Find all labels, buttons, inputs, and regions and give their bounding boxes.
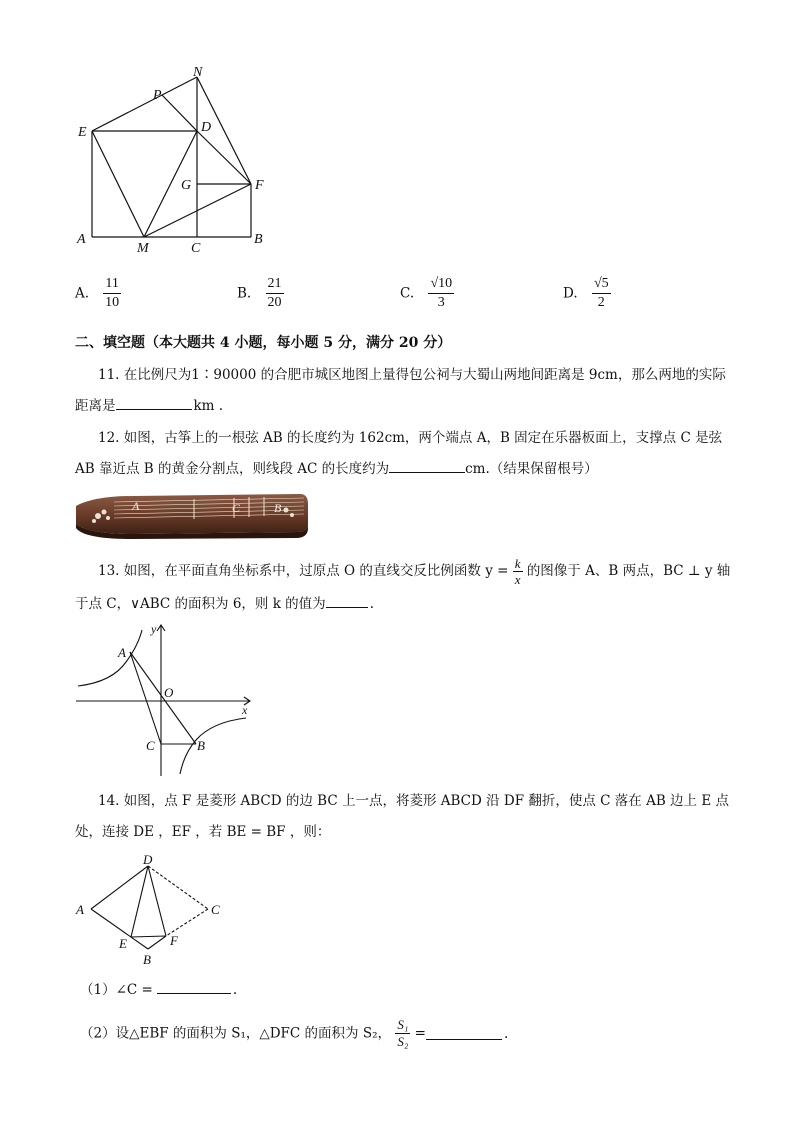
option-a xyxy=(75,275,121,312)
answer-blank-q14-2[interactable] xyxy=(426,1039,502,1040)
fraction-denominator: 2 xyxy=(597,295,605,310)
q14-part1 xyxy=(80,980,237,1000)
label-m: M xyxy=(137,241,149,256)
q14-part2-post: . xyxy=(503,1025,509,1042)
label-c: C xyxy=(191,241,201,256)
label-c: C xyxy=(211,902,220,917)
guzheng-label-c: C xyxy=(232,501,241,515)
option-fraction xyxy=(266,275,284,312)
label-f: F xyxy=(255,178,264,193)
hyperbola-branch-4 xyxy=(180,718,246,774)
guzheng-image xyxy=(74,488,310,540)
q14-part2-eq: = xyxy=(414,1025,426,1042)
fraction-numerator: 11 xyxy=(103,275,120,294)
fraction-denominator: 10 xyxy=(105,295,120,310)
option-d xyxy=(563,275,611,312)
label-c: C xyxy=(146,738,155,753)
q14-part2-fraction xyxy=(395,1017,410,1050)
fraction-numerator: 21 xyxy=(266,275,284,294)
option-b xyxy=(237,275,284,312)
option-c xyxy=(400,275,454,312)
seg-pd xyxy=(162,95,197,131)
option-letter: B. xyxy=(237,285,252,302)
q13-line1-post: 的图像于 A、B 两点，BC ⊥ y 轴 xyxy=(526,563,731,579)
fraction-numerator: k xyxy=(514,556,521,571)
axis-label-y: y xyxy=(151,622,157,636)
figure-q10 xyxy=(70,60,290,260)
guzheng-label-a: A xyxy=(132,499,140,513)
label-b: B xyxy=(143,952,151,967)
label-o: O xyxy=(164,685,174,700)
q14-part2 xyxy=(80,1017,508,1050)
fraction-denominator: S₂ xyxy=(397,1034,409,1049)
q14-part1-pre: （1）∠C = xyxy=(80,982,153,998)
q12-line2-post: cm.（结果保留根号） xyxy=(465,461,598,477)
seg-ac xyxy=(130,652,161,744)
figure-q14 xyxy=(70,848,230,968)
label-e: E xyxy=(119,936,127,951)
label-e: E xyxy=(78,125,87,140)
seg-df xyxy=(148,866,166,936)
label-a: A xyxy=(77,232,86,247)
label-d: D xyxy=(143,852,153,867)
seg-en xyxy=(92,77,197,131)
label-f: F xyxy=(170,933,178,948)
label-p: P xyxy=(153,88,162,103)
option-letter: C. xyxy=(400,285,415,302)
fraction-denominator: x xyxy=(514,572,521,587)
label-b: B xyxy=(254,232,263,247)
option-fraction xyxy=(592,275,611,312)
option-letter: D. xyxy=(563,285,578,302)
q13-fraction xyxy=(513,556,523,587)
fraction-denominator: 3 xyxy=(437,295,445,310)
axis-label-x: x xyxy=(242,703,248,717)
q12-line2 xyxy=(75,459,598,479)
fraction-denominator: 20 xyxy=(267,295,282,310)
q13-line2-pre: 于点 C，∨ABC 的面积为 6，则 k 的值为 xyxy=(75,596,326,612)
q11-line1: 11. 在比例尺为1∶90000 的合肥市城区地图上量得包公祠与大蜀山两地间距离是 9cm，那么两地的实际 xyxy=(98,367,726,383)
label-g: G xyxy=(181,178,192,193)
seg-ef xyxy=(131,936,166,937)
guzheng-label-b: B xyxy=(274,501,282,515)
q13-line1-pre: 13. 如图，在平面直角坐标系中，过原点 O 的直线交反比例函数 y = xyxy=(98,563,509,579)
option-letter: A. xyxy=(75,285,90,302)
seg-cf-dashed xyxy=(166,909,208,936)
q13-line2-post: . xyxy=(369,596,374,612)
answer-blank-q12[interactable] xyxy=(389,472,465,473)
seg-bf xyxy=(148,936,166,949)
answer-blank-q14-1[interactable] xyxy=(157,993,231,994)
option-fraction xyxy=(103,275,120,312)
section-heading: 二、填空题（本大题共 4 小题，每小题 5 分，满分 20 分） xyxy=(75,335,452,351)
fraction-numerator: √10 xyxy=(428,275,454,294)
seg-df xyxy=(197,131,251,184)
q13-line2 xyxy=(75,594,374,614)
answer-blank-q11[interactable] xyxy=(116,409,192,410)
q11-line2-post: km . xyxy=(193,398,224,414)
label-d: D xyxy=(201,120,212,135)
q12-line2-pre: AB 靠近点 B 的黄金分割点，则线段 AC 的长度约为 xyxy=(75,461,390,477)
fraction-numerator: √5 xyxy=(592,275,611,294)
q14-part2-pre: （2）设△EBF 的面积为 S₁，△DFC 的面积为 S₂， xyxy=(80,1025,392,1042)
q14-part1-post: . xyxy=(232,982,238,998)
q12-line1: 12. 如图，古筝上的一根弦 AB 的长度约为 162cm，两个端点 A，B 固定在乐器板面上，支撑点 C 是弦 xyxy=(98,430,723,446)
label-a: A xyxy=(76,902,84,917)
q14-line1: 14. 如图，点 F 是菱形 ABCD 的边 BC 上一点，将菱形 ABCD 沿 DF 翻折，使点 C 落在 AB 边上 E 点 xyxy=(98,793,729,809)
option-fraction xyxy=(428,275,454,312)
label-n: N xyxy=(193,65,203,80)
line-ab xyxy=(130,652,196,744)
q11-line2-pre: 距离是 xyxy=(75,398,116,414)
seg-em xyxy=(92,131,144,237)
label-b: B xyxy=(197,738,205,753)
label-a: A xyxy=(118,645,126,660)
answer-blank-q13[interactable] xyxy=(326,607,368,608)
figure-q13 xyxy=(70,620,260,780)
q14-line2: 处，连接 DE ，EF ，若 BE = BF ，则： xyxy=(75,824,331,840)
q11-line2 xyxy=(75,396,223,416)
fraction-numerator: S₁ xyxy=(397,1017,409,1032)
q13-line1 xyxy=(98,556,730,587)
